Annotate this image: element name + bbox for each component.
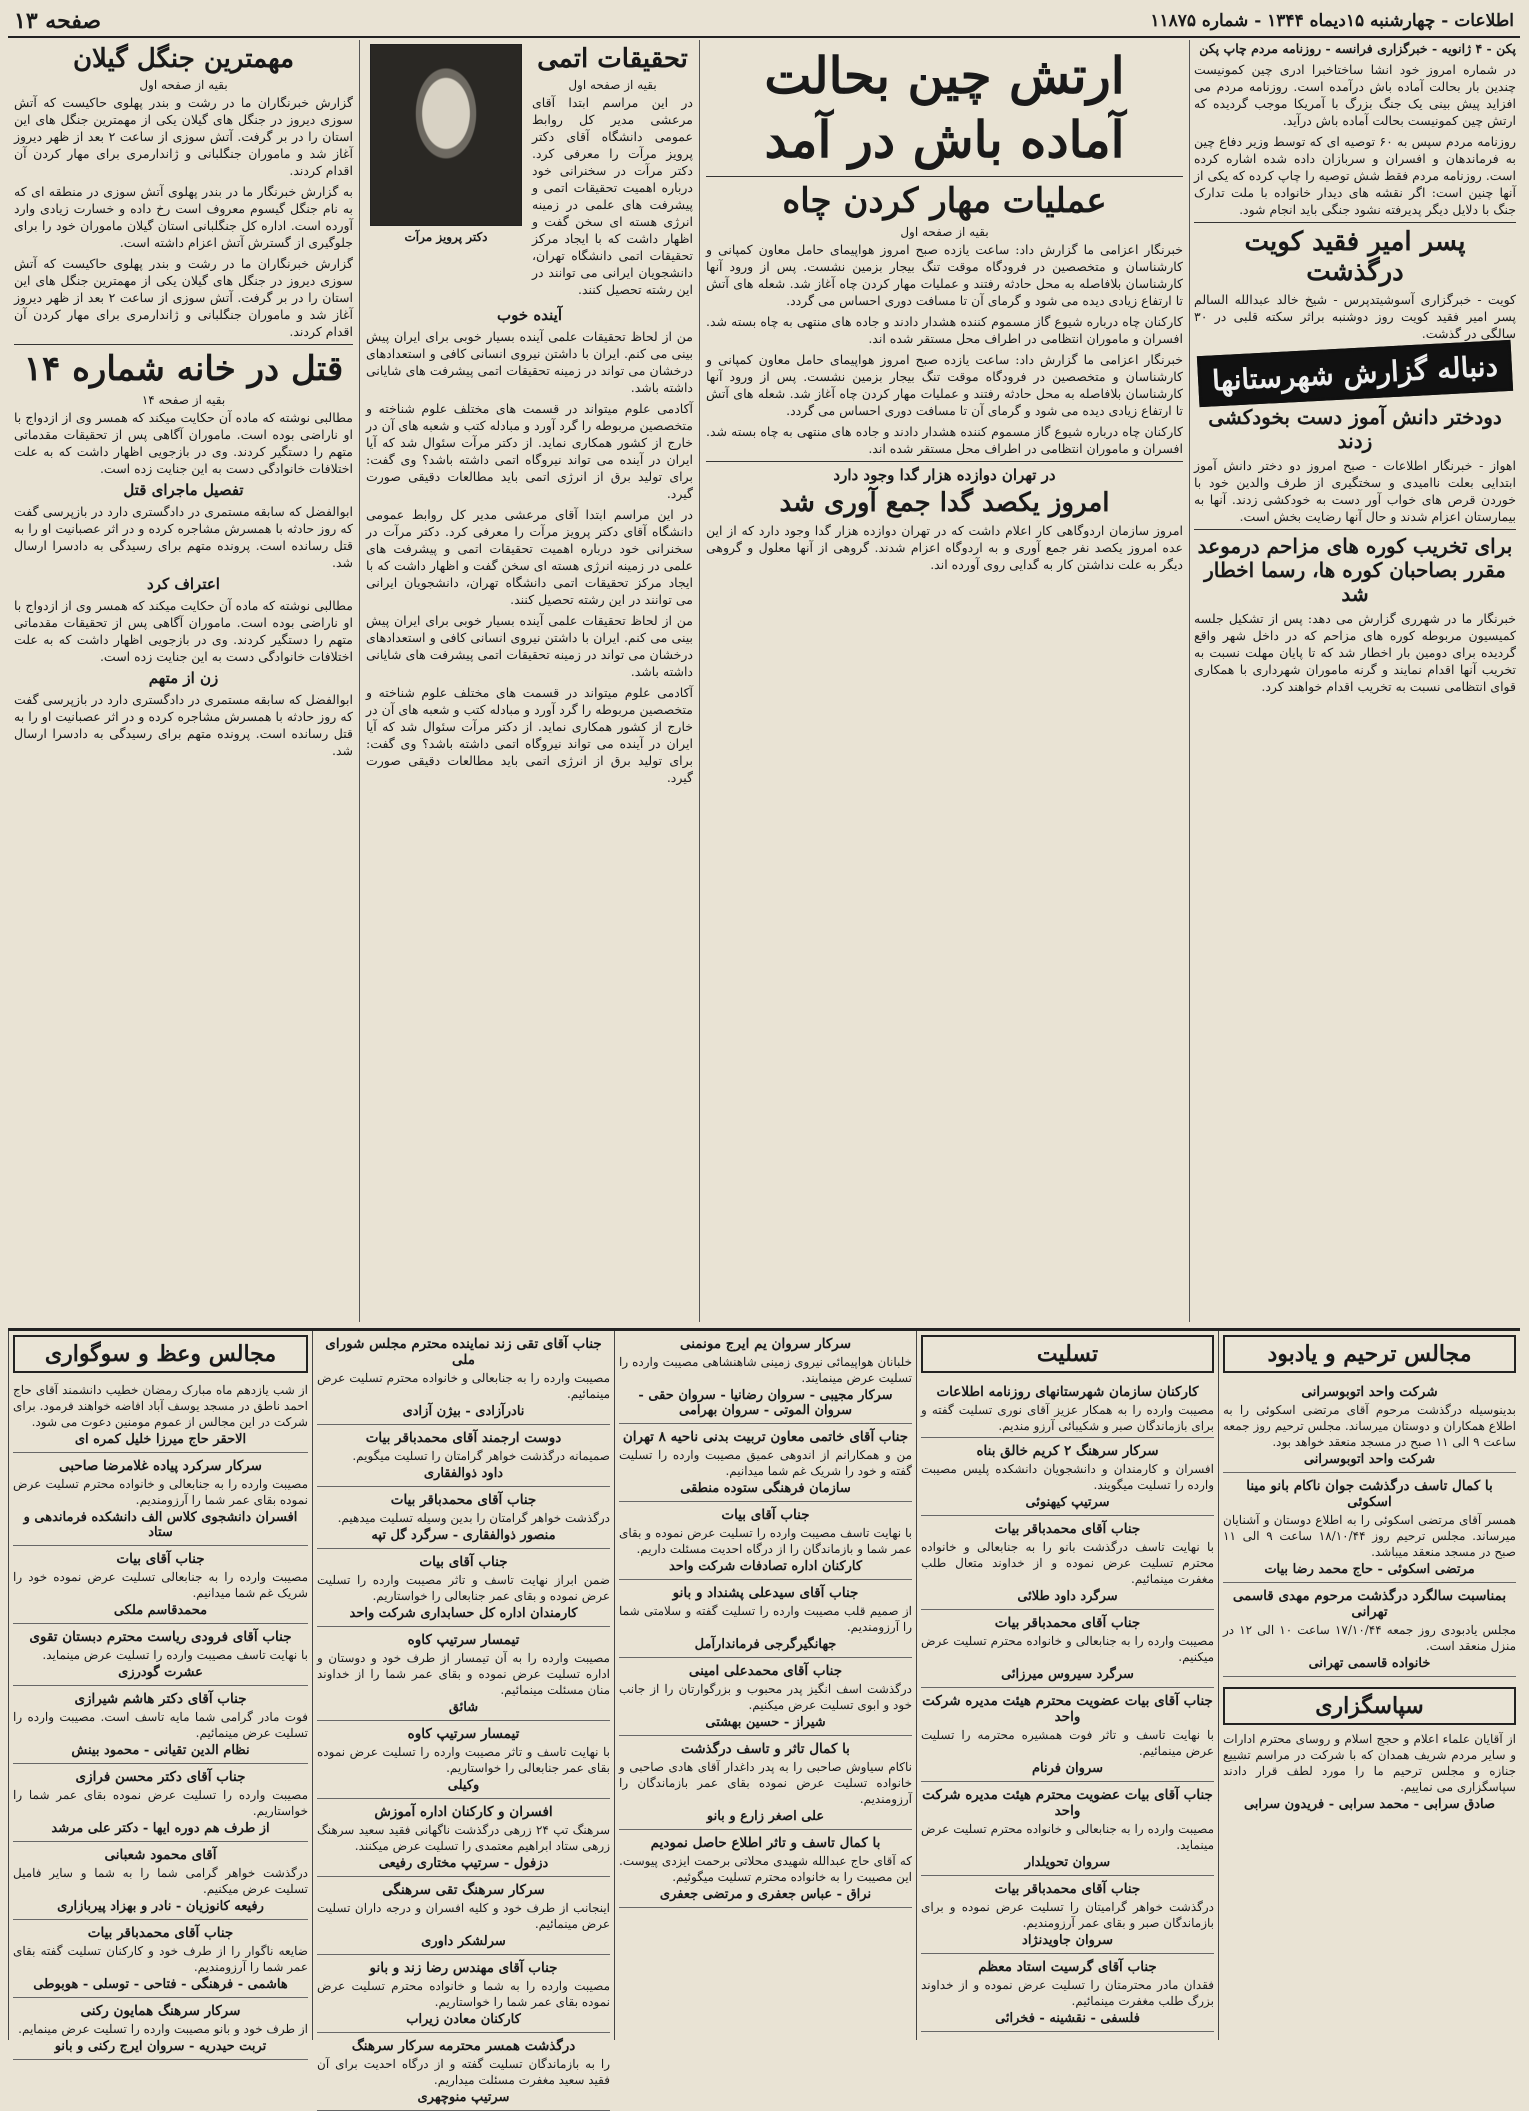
notice-signature: کارمندان اداره کل حسابداری شرکت واحد (349, 1606, 578, 1621)
notice-signature: داود ذوالفقاری (423, 1466, 504, 1481)
notice-item (619, 1658, 912, 1736)
mourning-title: مجالس وعظ و سوگواری (13, 1335, 308, 1373)
notice-title: با کمال تاسف درگذشت جوان ناکام بانو مینا اسکوئی (1246, 1478, 1493, 1510)
notice-item (921, 1438, 1214, 1516)
issue-line: اطلاعات - چهارشنبه ۱۵دیماه ۱۳۴۴ - شماره ۱۱۸۷۵ (1150, 11, 1514, 31)
notice-item (317, 1331, 610, 1425)
notice-body: مصیبت وارده را به جنابعالی و خانواده محترم تسلیت عرض مینماید. (921, 1822, 1214, 1852)
notice-title: جناب آقای بیات (721, 1507, 810, 1523)
notice-item (619, 1580, 912, 1658)
notice-title: دوست ارجمند آقای محمدباقر بیات (365, 1430, 562, 1446)
notice-title: سرکار سرهنگ تقی سرهنگی (382, 1882, 545, 1898)
condolence-col (916, 1331, 1218, 2040)
kuwait-text: کویت - خبرگزاری آسوشیتدپرس - شیخ خالد عبدالله السالم پسر امیر فقید کویت روز دوشنبه براثر سکته قلبی در ۳۰ سالگی در گذشت. (1194, 292, 1516, 341)
notice-item (317, 1425, 610, 1487)
beggars-headline: در تهران دوازده هزار گدا وجود دارد (833, 466, 1056, 484)
notice-body: مصیبت وارده را به شما و خانواده محترم تسلیت عرض نموده بقای عمر شما را خواستاریم. (317, 1979, 610, 2009)
notice-title: تیمسار سرتیپ کاوه (407, 1632, 520, 1648)
notice-title: جناب آقای بیات عضویت محترم هیئت مدیره شرکت واحد (922, 1693, 1213, 1725)
notice-item (13, 1624, 308, 1686)
notice-body: ضایعه ناگوار را از طرف خود و کارکنان تسلیت گفته بقای عمر شما را آرزومندیم. (13, 1944, 308, 1974)
kuwait-headline: پسر امیر فقید کویت درگذشت (1244, 227, 1466, 287)
notice-body: درگذشت خواهر گرامی شما را به شما و سایر فامیل تسلیت عرض میکنیم. (13, 1866, 308, 1896)
notice-item (317, 1627, 610, 1721)
notice-signature: نراق - عباس جعفری و مرتضی جعفری (659, 1887, 872, 1902)
notice-title: جناب آقای محمدباقر بیات (390, 1492, 537, 1508)
notice-signature: سرگرد سیروس میرزائی (1001, 1667, 1134, 1682)
notice-item (317, 1721, 610, 1799)
notice-body: افسران و کارمندان و دانشجویان دانشکده پلیس مصیبت وارده را تسلیت میگویند. (921, 1462, 1214, 1492)
well-text-cont: کارکنان چاه درباره شیوع گاز مسموم کننده هشدار دادند و جاده های منتهی به چاه بسته شد. افسران و ماموران انتظامی در اطراف محل مستقر شده اند. (706, 314, 1183, 346)
notice-signature: سروان جاویدنژاد (1022, 1933, 1113, 1948)
notice-title: با کمال تاثر و تاسف درگذشت (681, 1741, 850, 1757)
notices-col-3 (614, 1331, 916, 2040)
notice-title: جناب آقای فرودی ریاست محترم دبستان تقوی (29, 1629, 292, 1645)
page-number: صفحه ۱۳ (14, 8, 102, 34)
atomic-subhead: آینده خوب (497, 306, 562, 324)
notice-title: جناب آقای محمدباقر بیات (87, 1925, 234, 1941)
notice-signature: شیراز - حسین بهشتی (705, 1715, 826, 1730)
murder-subhead-2: اعتراف کرد (147, 575, 220, 593)
notice-item (619, 1424, 912, 1502)
notice-signature: سروان فرنام (1031, 1761, 1104, 1776)
notice-item (317, 1549, 610, 1627)
kiln-text: خبرنگار ما در شهرری گزارش می دهد: پس از تشکیل جلسه کمیسیون مربوطه کوره های مزاحم که در داخل شهر واقع گردیده برای دومین بار اخطار شد که تا پایان مهلت نسبت به تخریب آنها اقدام نمایند و گرنه ماموران شهرداری با همکاری قوای انتظامی نسبت به تخریب اقدام خواهند کرد. (1194, 611, 1516, 694)
notice-body: همسر آقای مرتضی اسکوئی را به اطلاع دوستان و آشنایان میرساند. مجلس ترحیم روز ۱۸/۱۰/۴۴ ساعت ۹ الی ۱۱ صبح در مسجد منعقد میباشد. (1223, 1513, 1516, 1559)
notice-title: جناب آقای بیات (116, 1551, 205, 1567)
atomic-text-5: من از لحاظ تحقیقات علمی آینده بسیار خوبی برای ایران پیش بینی می کنم. ایران با داشتن نیروی انسانی کافی و استعدادهای درخشان می تواند در زمینه تحقیقات اتمی پیشرفت های شایانی داشته باشد. (366, 613, 693, 679)
notice-signature: کارکنان معادن زیراب (406, 2012, 521, 2027)
masthead (8, 6, 1520, 38)
murder-ref: بقیه از صفحه ۱۴ (141, 393, 226, 407)
notice-body: فقدان مادر محترمتان را تسلیت عرض نموده و از خداوند بزرگ طلب مغفرت مینمائیم. (921, 1978, 1214, 2008)
jungle-ref: بقیه از صفحه اول (139, 78, 228, 92)
main-col-text: روزنامه مردم سپس به ۶۰ توصیه ای که توسط وزیر دفاع چین به فرماندهان و افسران و سربازان داده شده اشاره کرده است. روزنامه مردم فقط شش توصیه را چاپ کرده که یکی از آنها چنین است: اگر نقشه های دیدار خانواده با ملت تدارک جنگ با دلایل دیگر پدیرفته نشود جنگی باید انجام شود. (1194, 134, 1516, 217)
notice-body: مجلس یادبودی روز جمعه ۱۷/۱۰/۴۴ ساعت ۱۰ الی ۱۲ در منزل منعقد است. (1223, 1623, 1517, 1653)
portrait-photo (370, 44, 522, 226)
notice-signature: وکیلی (447, 1778, 480, 1793)
photo-caption: دکتر پرویز مرآت (404, 230, 488, 244)
notice-title: جناب آقای مهندس رضا زند و بانو (369, 1960, 558, 1976)
notice-signature: سرگرد داود طلائی (1017, 1589, 1118, 1604)
notices-col-4 (312, 1331, 614, 2105)
notice-item (921, 1782, 1214, 1876)
notice-title: جناب آقای بیات عضویت محترم هیئت مدیره شرکت واحد (922, 1787, 1213, 1819)
notice-body: اینجانب از طرف خود و کلیه افسران و درجه داران تسلیت عرض مینمائیم. (317, 1901, 610, 1931)
main-col-right (1190, 40, 1520, 1322)
well-text-cont-3: کارکنان چاه درباره شیوع گاز مسموم کننده هشدار دادند و جاده های منتهی به چاه بسته شد. افسران و ماموران انتظامی در اطراف محل مستقر شده اند. (706, 424, 1183, 456)
provinces-banner: دنباله گزارش شهرستانها (1197, 340, 1513, 407)
notice-signature: کارکنان اداره تصادفات شرکت واحد (668, 1559, 863, 1574)
notice-body: مصیبت وارده را تسلیت عرض نموده بقای عمر شما را خواستاریم. (13, 1788, 308, 1818)
notice-title: سرکار سرهنگ ۲ کریم خالق بناه (976, 1443, 1159, 1459)
memorials-title: مجالس ترحیم و یادبود (1223, 1335, 1516, 1373)
notice-signature: سرتیپ منوچهری (417, 2090, 510, 2105)
notice-item (13, 1764, 308, 1842)
notice-signature: جهانگیرگرجی فرماندارآمل (694, 1637, 837, 1652)
murder-headline: قتل در خانه شماره ۱۴ (23, 349, 344, 389)
notice-body: با نهایت تاسف درگذشت بانو را به جنابعالی و خانواده محترم تسلیت عرض نموده و از خداوند متعال طلب مغفرت مینمائیم. (921, 1540, 1214, 1586)
notice-signature: دزفول - سرتیپ مختاری رفیعی (378, 1856, 549, 1871)
notice-title: سرکار سرکرد پیاده غلامرضا صاحبی (59, 1458, 262, 1474)
left-col (8, 40, 360, 1322)
notice-body: با نهایت تاسف مصیبت وارده را تسلیت عرض نموده و بقای عمر شما و بازماندگان را از درگاه احدیت مسئلت داریم. (619, 1526, 912, 1556)
notice-title: آقای محمود شعبانی (104, 1847, 217, 1863)
thanks-title: سپاسگزاری (1223, 1687, 1516, 1725)
notice-title: جناب آقای محمدباقر بیات (994, 1521, 1141, 1537)
notice-body: ناکام سیاوش صاحبی را به پدر داغدار آقای هادی صاحبی و خانواده تسلیت عرض نموده بقای عمر بازماندگان را آرزومندیم. (619, 1760, 912, 1806)
notice-body: مصیبت وارده را به جنابعالی و خانواده محترم تسلیت عرض نموده بقای عمر شما را آرزومندیم. (13, 1477, 308, 1507)
atomic-text-6: آکادمی علوم میتواند در قسمت های مختلف علوم شناخته و متخصصین مربوطه را گرد آورد و مبادله کتب و شعبه های آن در خارج از کشور همکاری نماید. از دکتر مرآت سئوال شد که آیا ایران در آینده می تواند نیروگاه اتمی داشته باشد؟ وی گفت: برای تولید برق از انرژی اتمی باید مطالعات دقیقی صورت گیرد. (366, 685, 693, 785)
notice-item (1223, 1473, 1516, 1583)
notice-signature: خانواده قاسمی تهرانی (1308, 1656, 1431, 1671)
murder-text-3: مطالبی نوشته که ماده آن حکایت میکند که همسر وی از ازدواج با او ناراضی بوده است. ماموران آگاهی پس از تحقیقات مقدماتی متهم را دستگیر کردند. وی در بازجویی اظهار داشت که به علت اختلافات خانوادگی دست به این جنایت زده است. (14, 598, 353, 664)
notice-body: از صمیم قلب مصیبت وارده را تسلیت گفته و سلامتی شما را آرزومندیم. (619, 1604, 912, 1634)
notice-body: فوت مادر گرامی شما مایه تاسف است. مصیبت وارده را تسلیت عرض مینمائیم. (13, 1710, 308, 1740)
notice-item (317, 1799, 610, 1877)
atomic-text: در این مراسم ابتدا آقای مرعشی مدیر کل روابط عمومی دانشگاه آقای دکتر پرویز مرآت را معرفی کرد. دکتر مرآت در سخنرانی خود درباره اهمیت تحقیقات اتمی و پیشرفت های علمی در زمینه انرژی هسته ای سخن گفت و اظهار داشت که با ایجاد مرکز تحقیقات اتمی دانشگاه تهران، دانشجویان ایرانی می توانند در این رشته تحصیل کنند. (532, 95, 693, 297)
notice-item (317, 1877, 610, 1955)
notice-title: جناب آقای محمدعلی امینی (688, 1663, 843, 1679)
notice-signature: محمدقاسم ملکی (113, 1603, 208, 1618)
well-text: خبرنگار اعزامی ما گزارش داد: ساعت یازده صبح امروز هواپیمای حامل معاون کمپانی و کارشناسان و متخصصین در فرودگاه موقت تنگ بیجار بزمین نشست. پس از ورود آنها کارشناسان بلافاصله به محل حادثه رفتند و عملیات مهار کردن چاه آغاز شد. شعله های آتش تا ارتفاع زیادی دیده می شود و گرمای آن تا مسافت دوری احساس می گردد. (706, 242, 1183, 308)
notice-body: صمیمانه درگذشت خواهر گرامتان را تسلیت میگویم. (352, 1449, 610, 1463)
notice-body: درگذشت اسف انگیز پدر محبوب و بزرگوارتان را از جانب خود و ابوی تسلیت عرض میکنیم. (619, 1682, 912, 1712)
notice-title: تیمسار سرتیپ کاوه (407, 1726, 520, 1742)
murder-text-4: ابوالفضل که سابقه مستمری در دادگستری دارد در بازپرسی گفت که روز حادثه با همسرش مشاجره کرده و در اثر عصبانیت او را به قتل رسانده است. پرونده متهم برای رسیدگی به دادسرا ارسال شد. (14, 692, 353, 758)
notice-title: افسران و کارکنان اداره آموزش (374, 1804, 553, 1820)
notice-signature: نظام الدین تقیانی - محمود بینش (71, 1743, 250, 1758)
notice-body: مصیبت وارده را به جنابعالی و خانواده محترم تسلیت عرض میکنیم. (921, 1634, 1214, 1664)
notice-item (13, 1379, 308, 1453)
notice-body: مصیبت وارده را به جنابعالی و خانواده محترم تسلیت عرض مینمائیم. (317, 1371, 610, 1401)
notice-body: مصیبت وارده را به جنابعالی تسلیت عرض نموده خود را شریک غم شما میدانیم. (13, 1570, 308, 1600)
notice-title: جناب آقای دکتر محسن فرازی (75, 1769, 246, 1785)
notice-body: را به بازماندگان تسلیت گفته و از درگاه احدیت برای آن فقید سعید مغفرت مسئلت میداریم. (317, 2057, 610, 2087)
notice-signature: الاحقر حاج میرزا خلیل کمره ای (74, 1432, 247, 1447)
notice-title: جناب آقای خاتمی معاون تربیت بدنی ناحیه ۸ تهران (622, 1429, 909, 1445)
murder-text-2: ابوالفضل که سابقه مستمری در دادگستری دارد در بازپرسی گفت که روز حادثه با همسرش مشاجره کرده و در اثر عصبانیت او را به قتل رسانده است. پرونده متهم برای رسیدگی به دادسرا ارسال شد. (14, 504, 353, 570)
notice-item (13, 1453, 308, 1546)
atomic-col (360, 40, 700, 1322)
notice-signature: نادرآزادی - بیژن آزادی (402, 1404, 525, 1419)
notice-item (13, 1920, 308, 1998)
notice-body: بدینوسیله درگذشت مرحوم آقای مرتضی اسکوئی را به اطلاع همکاران و دوستان میرساند. مجلس ترحیم روز جمعه ساعت ۹ الی ۱۱ صبح در مسجد منعقد خواهد بود. (1223, 1403, 1516, 1449)
mourning-col (8, 1331, 312, 2054)
notice-signature: سروان تحویلدار (1024, 1855, 1111, 1870)
notice-item (1223, 1583, 1516, 1677)
notice-title: جناب آقای تقی زند نماینده محترم مجلس شورای ملی (325, 1336, 602, 1368)
notice-item (13, 1998, 308, 2060)
kiln-headline: برای تخریب کوره های مزاحم درموعد مقرر بصاحبان کوره ها، رسما اخطار شد (1197, 534, 1513, 606)
notice-signature: شائق (448, 1700, 479, 1715)
notice-title: بمناسبت سالگرد درگذشت مرحوم مهدی قاسمی تهرانی (1232, 1588, 1507, 1620)
notice-signature: شرکت واحد اتوبوسرانی (1303, 1452, 1436, 1467)
notice-signature: منصور ذوالفقاری - سرگرد گل تپه (371, 1528, 556, 1543)
notice-title: جناب آقای محمدباقر بیات (994, 1881, 1141, 1897)
well-ref: بقیه از صفحه اول (900, 225, 989, 239)
notice-item (921, 1516, 1214, 1610)
lead-text: در شماره امروز خود انشا ساختاخبرا ادری چین کمونیست چندین بار بحالت آماده باش درآمده است. روزنامه مردم می افزاید پیش بینی یک جنگ بزرگ با آمریکا موجب گردیده که ارتش چین کمونیست بحالت آماده باش درآید. (1194, 62, 1516, 128)
notice-signature: عشرت گودرزی (118, 1665, 203, 1680)
notice-body: مصیبت وارده را به آن تیمسار از طرف خود و دوستان و اداره تسلیت عرض نموده و بقای عمر شما را از خداوند منان مسئلت مینمائیم. (317, 1651, 610, 1697)
notice-title: شرکت واحد اتوبوسرانی (1301, 1384, 1438, 1400)
notice-item (921, 1379, 1214, 1438)
notice-body: با نهایت تاسف و تاثر مصیبت وارده را تسلیت عرض نموده بقای عمر جنابعالی را خواستاریم. (317, 1745, 610, 1775)
thanks-text: از آقایان علماء اعلام و حجج اسلام و روسای محترم ادارات و سایر مردم شریف همدان که با شرکت در مراسم تشییع جنازه و مجلس ترحیم ما را مورد لطف قرار دادند سپاسگزاری می نماییم. (1223, 1732, 1516, 1794)
notice-title: جناب آقای محمدباقر بیات (994, 1615, 1141, 1631)
main-headline: ارتش چین بحالت آماده باش در آمد (764, 46, 1125, 169)
notice-item (619, 1331, 912, 1424)
newspaper-page (8, 6, 1520, 2105)
murder-text: مطالبی نوشته که ماده آن حکایت میکند که همسر وی از ازدواج با او ناراضی بوده است. ماموران آگاهی پس از تحقیقات مقدماتی متهم را دستگیر کردند. وی در بازجویی اظهار داشت که به علت اختلافات خانوادگی دست به این جنایت زده است. (14, 410, 353, 476)
notice-title: با کمال تاسف و تاثر اطلاع حاصل نمودیم (650, 1835, 881, 1851)
top-section (8, 40, 1520, 1322)
notice-signature: سرکار مجیبی - سروان رضانیا - سروان حقی - سروان الموتی - سروان بهرامی (638, 1388, 893, 1418)
murder-subhead-3: زن از متهم (148, 669, 219, 687)
notice-item (619, 1830, 912, 1908)
notice-item (921, 1610, 1214, 1688)
beggars-subheadline: امروز یکصد گدا جمع آوری شد (779, 488, 1110, 518)
notice-title: جناب آقای دکتر هاشم شیرازی (74, 1691, 247, 1707)
notice-body: درگذشت خواهر گرامیتان را تسلیت عرض نموده و برای بازماندگان صبر و بقای عمر آرزومندیم. (921, 1900, 1214, 1930)
notice-body: که آقای حاج عبدالله شهیدی محلاتی برحمت ایزدی پیوست. این مصیبت را به خانواده محترم تسلیت میگوئیم. (619, 1854, 912, 1884)
atomic-text-3: آکادمی علوم میتواند در قسمت های مختلف علوم شناخته و متخصصین مربوطه را گرد آورد و مبادله کتب و شعبه های آن در خارج از کشور همکاری نماید. از دکتر مرآت سئوال شد که آیا ایران در آینده می تواند نیروگاه اتمی داشته باشد؟ وی گفت: برای تولید برق از انرژی اتمی باید مطالعات دقیقی صورت گیرد. (366, 401, 693, 501)
notice-signature: از طرف هم دوره ایها - دکتر علی مرشد (51, 1821, 270, 1836)
notice-title: جناب آقای بیات (419, 1554, 508, 1570)
notice-body: خلبانان هواپیمائی نیروی زمینی شاهنشاهی مصیبت وارده را تسلیت عرض مینمایند. (619, 1355, 912, 1385)
atomic-text-2: من از لحاظ تحقیقات علمی آینده بسیار خوبی برای ایران پیش بینی می کنم. ایران با داشتن نیروی انسانی کافی و استعدادهای درخشان می تواند در زمینه تحقیقات اتمی پیشرفت های شایانی داشته باشد. (366, 329, 693, 395)
atomic-ref: بقیه از صفحه اول (568, 78, 657, 92)
jungle-text-3: گزارش خبرنگاران ما در رشت و بندر پهلوی حاکیست که آتش سوزی دیروز در جنگل های گیلان یکی از مهمترین جنگل های این استان را در بر گرفت. آتش سوزی از ساعت ۲ بعد از ظهر دیروز آغاز شد و ماموران جنگلبانی و ژاندارمری برای مهار کردن آن اقدام کردند. (14, 256, 353, 339)
notice-title: سرکار سرهنگ همایون رکنی (80, 2003, 241, 2019)
notice-body: با نهایت تاسف مصیبت وارده را تسلیت عرض مینماید. (42, 1648, 308, 1662)
notice-body: من و همکارانم از اندوهی عمیق مصیبت وارده را تسلیت گفته و خود را شریک غم شما میدانیم. (619, 1448, 912, 1478)
well-headline: عملیات مهار کردن چاه (782, 181, 1107, 221)
notice-title: جناب آقای گرسیت استاد معظم (978, 1959, 1157, 1975)
notice-signature: سرلشکر داوری (421, 1934, 506, 1949)
memorials-col (1218, 1331, 1520, 2040)
notice-item (13, 1686, 308, 1764)
suicide-text: اهواز - خبرنگار اطلاعات - صبح امروز دو دختر دانش آموز ابتدایی بعلت ناامیدی و سختگیری از طرف والدین خود با خوردن قرص های خواب آور دست به خودکشی زدند. آنها به بیمارستان اعزام شدند و حال آنها رضایت بخش است. (1194, 458, 1516, 524)
notice-body: از شب یازدهم ماه مبارک رمضان خطیب دانشمند آقای حاج احمد ناطق در مسجد یوسف آباد افاضه خواهند فرمود. برای شرکت در این مجالس از عموم مومنین دعوت می شود. (13, 1383, 308, 1429)
notice-body: ضمن ابراز نهایت تاسف و تاثر مصیبت وارده را تسلیت عرض نموده و بقای عمر جنابعالی را خواستاریم. (317, 1573, 610, 1603)
lead-place: پکن - ۴ ژانویه - خبرگزاری فرانسه - روزنامه مردم چاپ پکن (1199, 41, 1516, 56)
notice-item (13, 1842, 308, 1920)
thanks-sign: صادق سرابی - محمد سرابی - فریدون سرابی (1243, 1797, 1496, 1812)
notice-body: سرهنگ تپ ۲۴ زرهی درگذشت ناگهانی فقید سعید سرهنگ زرهی ستاد ابراهیم معتمدی را تسلیت عرض میکنند. (317, 1823, 610, 1853)
jungle-text: گزارش خبرنگاران ما در رشت و بندر پهلوی حاکیست که آتش سوزی دیروز در جنگل های گیلان یکی از مهمترین جنگل های این استان را در بر گرفت. آتش سوزی از ساعت ۲ بعد از ظهر دیروز آغاز شد و ماموران جنگلبانی و ژاندارمری برای مهار کردن آن اقدام کردند. (14, 95, 353, 178)
jungle-headline: مهمترین جنگل گیلان (72, 44, 295, 74)
notice-title: سرکار سروان یم ایرج مونمنی (679, 1336, 852, 1352)
notice-signature: مرتضی اسکوئی - حاج محمد رضا بیات (1264, 1562, 1475, 1577)
atomic-text-4: در این مراسم ابتدا آقای مرعشی مدیر کل روابط عمومی دانشگاه آقای دکتر پرویز مرآت را معرفی کرد. دکتر مرآت در سخنرانی خود درباره اهمیت تحقیقات اتمی و پیشرفت های علمی در زمینه انرژی هسته ای سخن گفت و اظهار داشت که با ایجاد مرکز تحقیقات اتمی دانشگاه تهران، دانشجویان ایرانی می توانند در این رشته تحصیل کنند. (366, 507, 693, 607)
jungle-text-2: به گزارش خبرنگار ما در بندر پهلوی آتش سوزی در منطقه ای که به نام جنگل گیسوم معروف است رخ داده و خسارت زیادی وارد آورده است. اداره کل جنگلبانی استان گیلان ماموران خود را برای جلوگیری از گسترش آتش اعزام داشته است. (14, 184, 353, 250)
notice-title: جناب آقای سیدعلی پشنداد و بانو (672, 1585, 859, 1601)
classifieds-section (8, 1328, 1520, 2105)
murder-subhead-1: تفصیل ماجرای قتل (123, 481, 244, 499)
atomic-headline: تحقیقات اتمی (537, 44, 688, 74)
notice-item (921, 1688, 1214, 1782)
main-col-center (700, 40, 1190, 1322)
notice-title: درگذشت همسر محترمه سرکار سرهنگ (351, 2038, 576, 2054)
notice-signature: سازمان فرهنگی ستوده منطقی (680, 1481, 851, 1496)
notice-signature: تربت حیدریه - سروان ایرج رکنی و بانو (54, 2039, 267, 2054)
notice-body: درگذشت خواهر گرامتان را بدین وسیله تسلیت میدهیم. (337, 1511, 610, 1525)
beggars-text: امروز سازمان اردوگاهی کار اعلام داشت که در تهران دوازده هزار گدا وجود دارد که از این عده امروز یکصد نفر جمع آوری و به اردوگاه اعزام شدند. گروهی از آنها معلول و گروهی دیگر به علت نداشتن کار به گدایی روی آورده اند. (706, 523, 1183, 572)
well-text-cont-2: خبرنگار اعزامی ما گزارش داد: ساعت یازده صبح امروز هواپیمای حامل معاون کمپانی و کارشناسان و متخصصین در فرودگاه موقت تنگ بیجار بزمین نشست. پس از ورود آنها کارشناسان بلافاصله به محل حادثه رفتند و عملیات مهار کردن چاه آغاز شد. شعله های آتش تا ارتفاع زیادی دیده می شود و گرمای آن تا مسافت دوری احساس می گردد. (706, 352, 1183, 418)
condolence-title: تسلیت (921, 1335, 1214, 1373)
notice-signature: رفیعه کانوزیان - نادر و بهزاد پیربازاری (57, 1899, 264, 1914)
notice-body: از طرف خود و بانو مصیبت وارده را تسلیت عرض مینمایم. (18, 2022, 308, 2036)
notice-item (921, 1876, 1214, 1954)
notice-item (13, 1546, 308, 1624)
notice-title: کارکنان سازمان شهرستانهای روزنامه اطلاعات (936, 1384, 1199, 1400)
suicide-headline: دودختر دانش آموز دست بخودکشی زدند (1208, 405, 1502, 453)
notice-signature: فلسفی - نقشینه - فخرائی (995, 2011, 1140, 2026)
notice-signature: هاشمی - فرهنگی - فتاحی - توسلی - هوبوطی (33, 1977, 288, 1992)
notice-item (317, 1487, 610, 1549)
notice-item (317, 1955, 610, 2033)
notice-signature: افسران دانشجوی کلاس الف دانشکده فرماندهی و ستاد (23, 1510, 298, 1540)
notice-signature: سرتیپ کیهنوئی (1025, 1495, 1110, 1510)
notice-item (619, 1502, 912, 1580)
notice-item (317, 2033, 610, 2111)
notice-item (619, 1736, 912, 1830)
notice-item (921, 1954, 1214, 2032)
notice-item (1223, 1379, 1516, 1473)
notice-signature: علی اصغر زارع و بانو (706, 1809, 825, 1824)
notice-body: با نهایت تاسف و تاثر فوت همشیره محترمه را تسلیت عرض مینمائیم. (921, 1728, 1214, 1758)
notice-body: مصیبت وارده را به همکار عزیز آقای نوری تسلیت گفته و برای بازماندگان صبر و شکیبائی آرزو مندیم. (921, 1403, 1214, 1433)
